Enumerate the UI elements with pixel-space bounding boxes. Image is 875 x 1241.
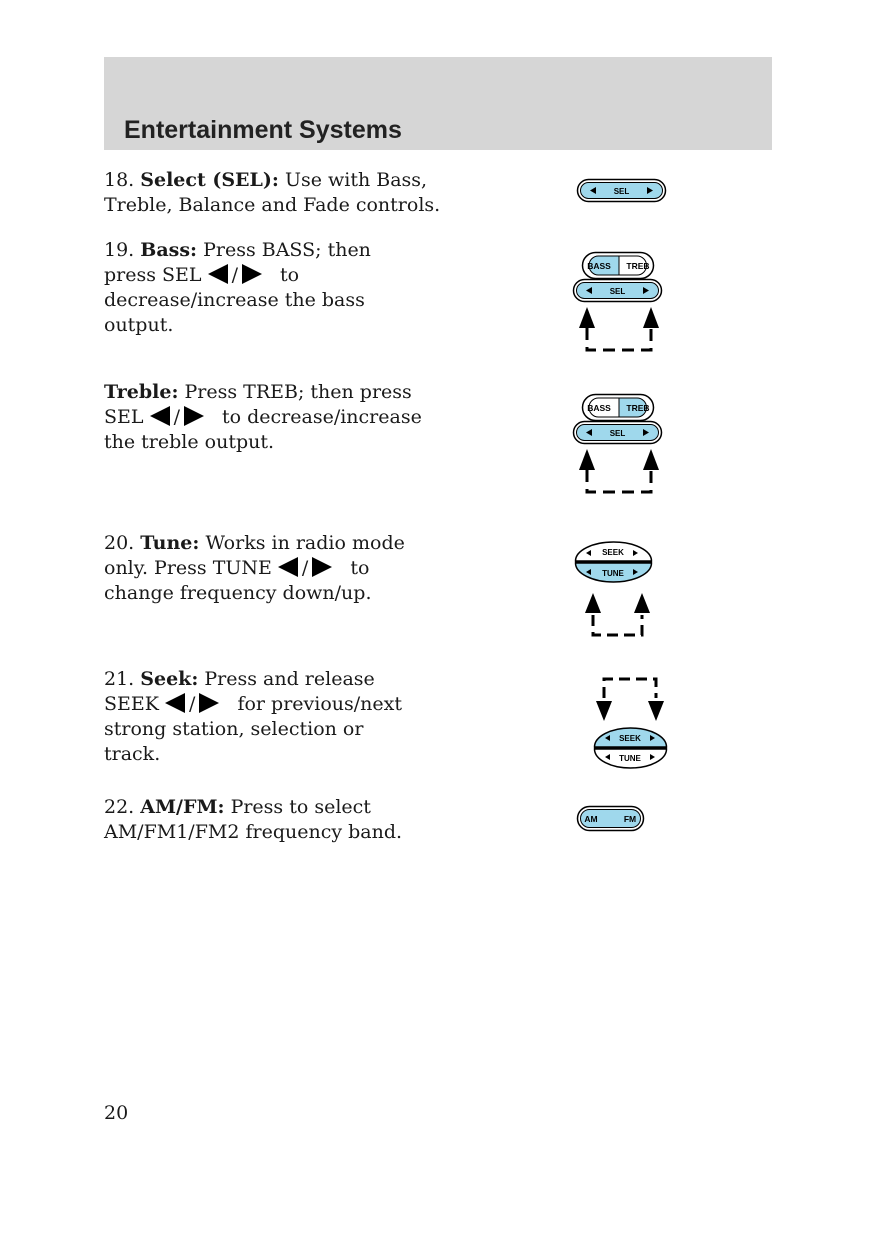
item-treble bbox=[104, 380, 424, 455]
separator: / bbox=[301, 557, 309, 579]
right-arrow-icon bbox=[242, 264, 262, 284]
down-arrow-icon bbox=[648, 701, 664, 721]
item-text-after: to decrease/increase the bass output. bbox=[104, 264, 365, 336]
up-arrow-icon bbox=[643, 307, 659, 328]
up-arrow-icon bbox=[579, 307, 595, 328]
up-arrow-icon bbox=[643, 449, 659, 470]
treble-figure bbox=[572, 392, 664, 500]
amfm-button-figure bbox=[576, 805, 646, 833]
item-term: Select (SEL): bbox=[140, 169, 279, 191]
item-text-after: for previous/next strong station, selection or track. bbox=[104, 693, 403, 765]
right-arrow-icon bbox=[199, 693, 219, 713]
left-arrow-icon bbox=[278, 557, 298, 577]
item-amfm bbox=[104, 795, 404, 845]
down-arrow-icon bbox=[596, 701, 612, 721]
separator: / bbox=[231, 264, 238, 286]
page-title: Entertainment Systems bbox=[124, 116, 402, 144]
sel-label: SEL bbox=[609, 429, 626, 438]
item-text-before: Press TREB; then press SEL bbox=[104, 381, 412, 428]
item-number: 20. bbox=[104, 532, 135, 554]
item-select bbox=[104, 168, 449, 218]
item-number: 21. bbox=[104, 668, 135, 690]
item-bass bbox=[104, 238, 424, 338]
item-text-after: to decrease/increase the treble output. bbox=[104, 406, 422, 453]
item-term: Bass: bbox=[140, 239, 198, 261]
item-number: 22. bbox=[104, 796, 135, 818]
sel-label: SEL bbox=[609, 287, 626, 296]
item-number: 18. bbox=[104, 169, 135, 191]
up-arrow-icon bbox=[579, 449, 595, 470]
tune-label: TUNE bbox=[619, 754, 641, 763]
right-arrow-icon bbox=[184, 406, 204, 426]
item-number: 19. bbox=[104, 239, 135, 261]
sel-button-figure bbox=[576, 178, 668, 204]
left-arrow-icon bbox=[165, 693, 185, 713]
item-seek bbox=[104, 667, 424, 767]
bass-label: BASS bbox=[587, 403, 611, 413]
separator: / bbox=[173, 406, 180, 428]
seek-figure bbox=[592, 676, 670, 772]
tune-figure bbox=[573, 540, 655, 642]
item-term: AM/FM: bbox=[140, 796, 225, 818]
item-term: Seek: bbox=[140, 668, 199, 690]
seek-label: SEEK bbox=[602, 548, 624, 557]
left-arrow-icon bbox=[208, 264, 228, 284]
item-text-after: to change frequency down/up. bbox=[104, 557, 372, 604]
up-arrow-icon bbox=[585, 593, 601, 613]
bass-label: BASS bbox=[587, 261, 611, 271]
fm-label: FM bbox=[623, 814, 637, 824]
item-text-before: Works in radio mode only. Press TUNE bbox=[104, 532, 405, 579]
item-text-before: Press BASS; then press SEL bbox=[104, 239, 371, 286]
item-term: Tune: bbox=[140, 532, 200, 554]
treb-label: TREB bbox=[626, 403, 650, 413]
tune-label: TUNE bbox=[602, 569, 624, 578]
seek-label: SEEK bbox=[619, 734, 641, 743]
separator: / bbox=[189, 693, 196, 715]
item-text: Use with Bass, Treble, Balance and Fade controls. bbox=[104, 169, 441, 216]
up-arrow-icon bbox=[634, 593, 650, 613]
item-text: Press to select AM/FM1/FM2 frequency band. bbox=[104, 796, 403, 843]
sel-label: SEL bbox=[613, 187, 630, 196]
item-text-before: Press and release SEEK bbox=[104, 668, 375, 715]
page-header bbox=[104, 57, 772, 150]
left-arrow-icon bbox=[150, 406, 170, 426]
item-tune bbox=[104, 531, 444, 606]
treb-label: TREB bbox=[626, 261, 650, 271]
am-label: AM bbox=[584, 814, 598, 824]
page-number: 20 bbox=[104, 1102, 129, 1124]
right-arrow-icon bbox=[312, 557, 332, 577]
item-term: Treble: bbox=[104, 381, 179, 403]
bass-figure bbox=[572, 250, 664, 358]
